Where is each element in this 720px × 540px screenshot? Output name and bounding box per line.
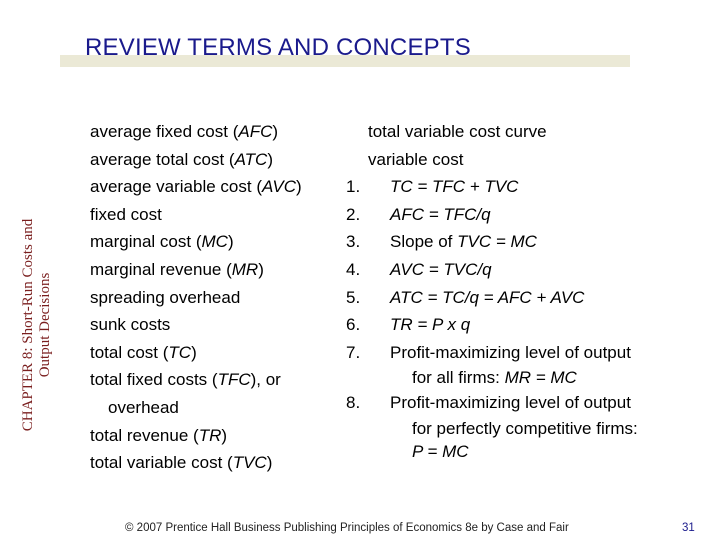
term-item <box>90 284 360 312</box>
term-text: total fixed costs ( <box>90 370 218 390</box>
term-suffix: ) <box>258 259 264 279</box>
term-item <box>90 173 360 201</box>
side-label-line1: CHAPTER 8: Short-Run Costs and <box>20 218 36 432</box>
equation-item <box>346 284 698 312</box>
term-item <box>90 146 360 174</box>
term-text: total revenue ( <box>90 425 199 445</box>
equation-number: 1. <box>346 177 361 197</box>
equation-item <box>346 201 698 229</box>
page-number: 31 <box>682 522 695 534</box>
term-abbr: TVC <box>232 453 267 473</box>
term-text: total cost ( <box>90 342 169 362</box>
term-abbr: ATC <box>234 149 268 169</box>
equation-continuation <box>390 417 698 440</box>
term-text: average total cost ( <box>90 149 235 169</box>
term-abbr: AVC <box>261 177 297 197</box>
term-item <box>90 366 360 394</box>
term-suffix: ) <box>272 122 279 141</box>
equation-number: 8. <box>346 393 361 413</box>
equation-number: 4. <box>346 259 361 279</box>
equation-item <box>346 389 698 463</box>
term-item <box>90 118 360 146</box>
equation-text: Profit-maximizing level of output <box>390 393 631 413</box>
equation-text: ATC = TC/q = AFC + AVC <box>390 287 585 307</box>
equation-italic: MR = MC <box>504 368 577 388</box>
term-item <box>90 256 360 284</box>
equation-item <box>346 311 698 339</box>
term-item <box>90 201 360 229</box>
side-label-line2: Output Decisions <box>37 272 53 378</box>
equation-item <box>346 228 698 256</box>
term-text: sunk costs <box>90 315 171 335</box>
equation-text: for all firms: <box>412 368 505 388</box>
terms-column-right <box>346 118 698 463</box>
term-suffix: ), or <box>250 370 281 390</box>
right-terms-list <box>368 118 698 173</box>
term-suffix: ) <box>296 177 302 197</box>
equation-item <box>346 173 698 201</box>
term-text: marginal revenue ( <box>90 259 232 279</box>
equation-italic: P = MC <box>412 441 469 461</box>
term-item <box>90 228 360 256</box>
term-item <box>90 311 360 339</box>
terms-list <box>90 118 360 477</box>
term-text: average fixed cost ( <box>90 122 239 141</box>
equation-number: 5. <box>346 287 361 307</box>
equation-item <box>346 256 698 284</box>
terms-column-left <box>90 118 360 477</box>
term-abbr: TC <box>168 342 192 362</box>
equations-list <box>346 173 698 463</box>
term-abbr: TFC <box>217 370 251 390</box>
term-suffix: ) <box>227 232 234 252</box>
term-abbr: MR <box>231 259 259 279</box>
term-item: variable cost <box>368 149 464 169</box>
equation-number: 3. <box>346 232 361 252</box>
term-text: marginal cost ( <box>90 232 202 252</box>
term-suffix: ) <box>266 453 273 473</box>
equation-text: AVC = TVC/q <box>390 259 492 279</box>
term-abbr: MC <box>201 232 228 252</box>
term-text: fixed cost <box>90 204 162 224</box>
equation-number: 2. <box>346 204 361 224</box>
term-abbr: TR <box>198 425 222 445</box>
term-suffix: ) <box>267 149 273 169</box>
equation-text: TR = P x q <box>390 315 471 335</box>
equation-text: Profit-maximizing level of output <box>390 342 631 362</box>
equation-text: TC = TFC + TVC <box>390 177 519 197</box>
equation-number: 7. <box>346 342 361 362</box>
term-suffix: ) <box>191 342 197 362</box>
chapter-side-label <box>20 175 54 475</box>
term-text: average variable cost ( <box>90 177 262 197</box>
term-item <box>90 449 360 477</box>
equation-text: Slope of <box>390 232 458 252</box>
equation-continuation <box>390 440 698 463</box>
term-abbr: AFC <box>238 122 273 141</box>
term-item <box>90 339 360 367</box>
term-item <box>90 422 360 450</box>
equation-item <box>346 339 698 390</box>
equation-text: AFC = TFC/q <box>390 204 491 224</box>
equation-text: for perfectly competitive firms: <box>412 418 638 438</box>
equation-continuation <box>390 366 698 389</box>
page-title: REVIEW TERMS AND CONCEPTS <box>85 34 471 61</box>
term-text: overhead <box>108 397 179 417</box>
term-item <box>90 394 360 422</box>
footer-credit: © 2007 Prentice Hall Business Publishing Principles of Economics 8e by Case and Fair <box>125 522 569 534</box>
term-suffix: ) <box>221 425 228 445</box>
equation-italic: TVC = MC <box>457 232 537 252</box>
term-text: spreading overhead <box>90 287 241 307</box>
term-text: total variable cost ( <box>90 453 233 473</box>
term-item: total variable cost curve <box>368 122 547 141</box>
equation-number: 6. <box>346 315 361 335</box>
